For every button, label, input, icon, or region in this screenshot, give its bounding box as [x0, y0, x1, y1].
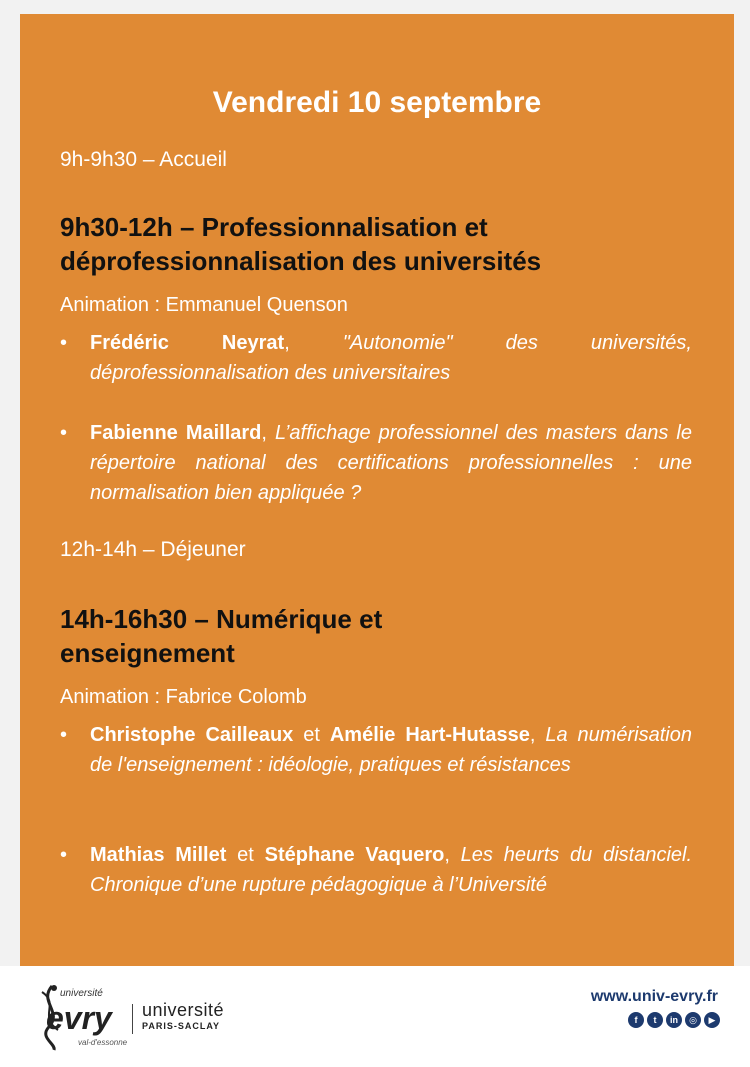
session1-title-line1: 9h30-12h – Professionnalisation et: [60, 212, 488, 242]
bullet-icon: •: [60, 422, 68, 444]
speaker-name: Fabienne Maillard: [90, 422, 262, 444]
session1-title: [60, 210, 700, 278]
bullet-icon: •: [60, 844, 68, 866]
paris-saclay-logo-sub: PARIS-SACLAY: [142, 1021, 221, 1031]
conjunction: et: [237, 844, 254, 866]
footer: [0, 966, 750, 1067]
conjunction: et: [303, 724, 320, 746]
talk-item: • Christophe Cailleaux et Amélie Hart-Hutasse, La numérisation de l'enseignement : idéologie, pratiques et résistances: [60, 720, 692, 780]
talk-title: La numérisation de l'enseignement : idéologie, pratiques et résistances: [90, 724, 692, 776]
evry-logo-main: evry: [46, 1000, 112, 1036]
talk-title: Les heurts du distanciel. Chronique d’une rupture pédagogique à l’Université: [90, 844, 693, 896]
social-links: [628, 1012, 720, 1028]
logo-divider: [132, 1004, 133, 1034]
speaker-name: Stéphane Vaquero: [264, 844, 445, 866]
talk-title: "Autonomie" des universités, déprofessionnalisation des universitaires: [90, 332, 692, 384]
accueil-slot: 9h-9h30 – Accueil: [60, 148, 227, 171]
session2-title-line1: 14h-16h30 – Numérique et: [60, 604, 383, 634]
day-title: Vendredi 10 septembre: [212, 86, 542, 119]
talk-title: L’affichage professionnel des masters dans le répertoire national des certifications professionnelles : une normalisation bien appliquée ?: [90, 422, 692, 504]
talk-item: • Frédéric Neyrat, "Autonomie" des universités, déprofessionnalisation des universitaires: [60, 328, 692, 388]
facebook-icon[interactable]: f: [628, 1012, 644, 1028]
talk-item: • Fabienne Maillard, L’affichage professionnel des masters dans le répertoire national des certifications professionnelles : une normalisation bien appliquée ?: [60, 418, 692, 508]
session1-animation: Animation : Emmanuel Quenson: [60, 294, 348, 316]
speaker-name: Christophe Cailleaux: [90, 724, 294, 746]
evry-logo[interactable]: [34, 982, 134, 1052]
session1-title-line2: déprofessionnalisation des universités: [60, 246, 542, 276]
youtube-icon[interactable]: ▶: [704, 1012, 720, 1028]
evry-logo-sub: val-d'essonne: [78, 1038, 128, 1047]
paris-saclay-logo-main: université: [142, 1000, 225, 1020]
session2-animation: Animation : Fabrice Colomb: [60, 686, 307, 708]
dejeuner-slot: 12h-14h – Déjeuner: [60, 538, 246, 561]
speaker-name: Frédéric Neyrat: [90, 332, 285, 354]
instagram-icon[interactable]: ◎: [685, 1012, 701, 1028]
speaker-name: Amélie Hart-Hutasse: [329, 724, 530, 746]
session2-title: [60, 602, 700, 670]
session2-title-line2: enseignement: [60, 638, 235, 668]
talk-item: • Mathias Millet et Stéphane Vaquero, Les heurts du distanciel. Chronique d’une rupture pédagogique à l’Université: [60, 840, 692, 900]
program-panel: [20, 14, 734, 966]
paris-saclay-logo[interactable]: [142, 1000, 224, 1031]
twitter-icon[interactable]: t: [647, 1012, 663, 1028]
evry-logo-top: université: [60, 988, 103, 999]
website-link[interactable]: www.univ-evry.fr: [590, 988, 718, 1005]
bullet-icon: •: [60, 332, 68, 354]
speaker-name: Mathias Millet: [90, 844, 227, 866]
bullet-icon: •: [60, 724, 68, 746]
linkedin-icon[interactable]: in: [666, 1012, 682, 1028]
